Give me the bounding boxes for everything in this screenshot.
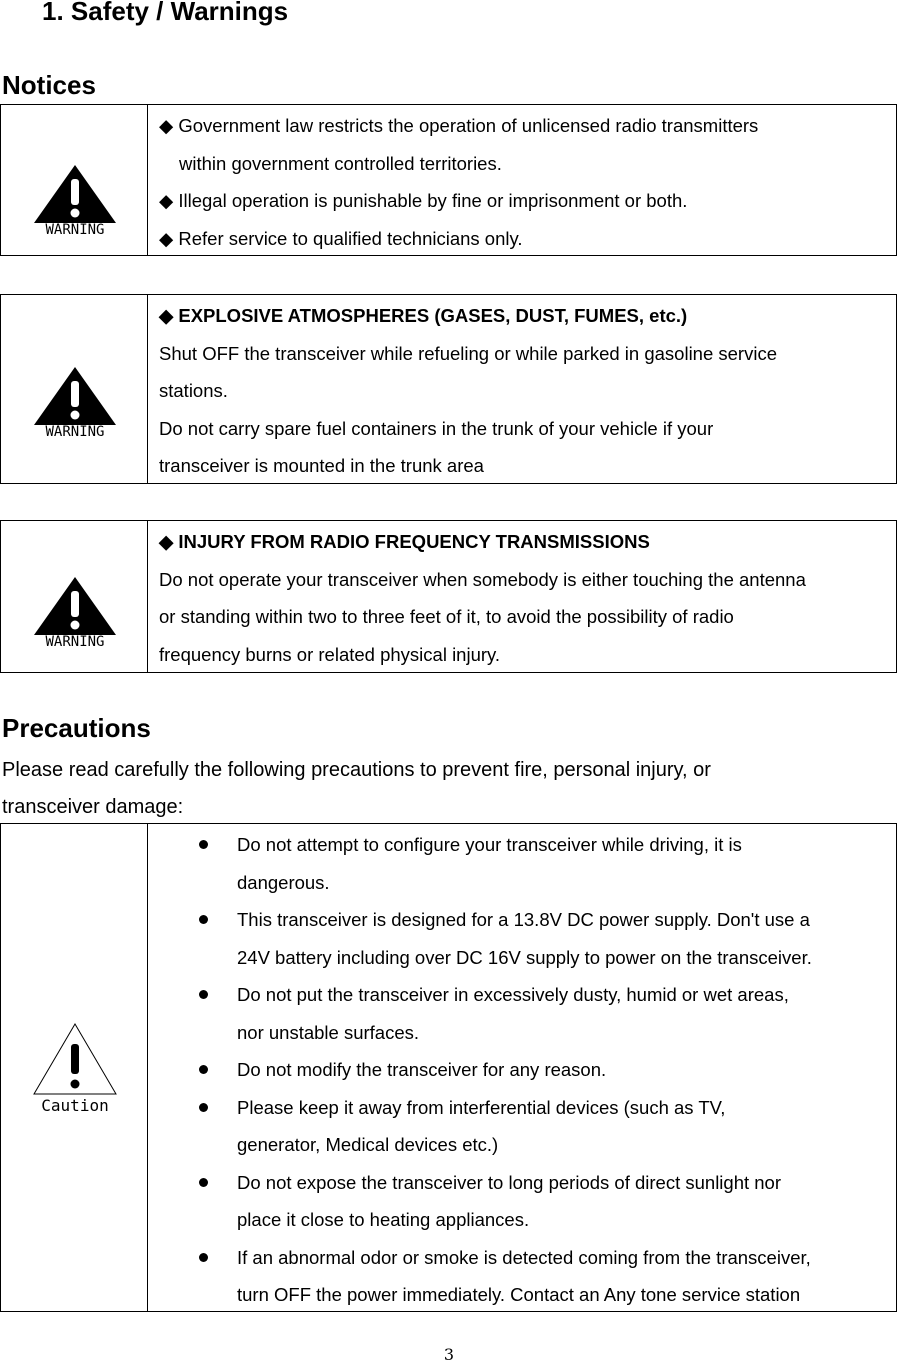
warning-label: WARNING [45,222,105,235]
notice-box-explosive [0,294,897,484]
notice-line: Do not operate your transceiver when somebody is either touching the antenna [159,568,806,590]
warning-icon-cell [1,521,148,672]
warning-icon-cell [1,295,148,483]
notice-line: transceiver is mounted in the trunk area [159,455,484,476]
bullet-icon [199,840,208,849]
notice-line: Do not carry spare fuel containers in the trunk of your vehicle if your [159,417,714,439]
bullet-icon [199,1178,208,1187]
bullet-icon [199,990,208,999]
notice-line: ◆ Refer service to qualified technicians only. [159,227,523,249]
notice-line: ◆ Government law restricts the operation of unlicensed radio transmitters [159,115,759,136]
precaution-item: Please keep it away from interferential devices (such as TV, generator, Medical devices etc.) [199,1089,892,1164]
bullet-icon [199,1065,208,1074]
notice-line: or standing within two to three feet of it, to avoid the possibility of radio [159,606,734,627]
warning-triangle-icon [31,365,119,437]
intro-line: transceiver damage: [2,796,184,818]
precaution-item: Do not modify the transceiver for any reason. [199,1051,892,1089]
section-title: 1. Safety / Warnings [42,0,289,26]
caution-icon-cell [1,824,148,1311]
notice-line: Shut OFF the transceiver while refueling or while parked in gasoline service [159,342,777,364]
precaution-item: Do not expose the transceiver to long periods of direct sunlight nor place it close to heating appliances. [199,1164,892,1239]
notice-title: ◆ EXPLOSIVE ATMOSPHERES (GASES, DUST, FUMES, etc.) [159,305,688,326]
precaution-item: Do not put the transceiver in excessively dusty, humid or wet areas, nor unstable surfaces. [199,976,892,1051]
intro-line: Please read carefully the following precautions to prevent fire, personal injury, or [2,759,711,781]
bullet-icon [199,1253,208,1262]
precautions-heading: Precautions [2,713,151,743]
warning-triangle-icon [31,575,119,647]
precautions-intro [2,752,711,826]
notice-title: ◆ INJURY FROM RADIO FREQUENCY TRANSMISSIONS [159,531,650,552]
caution-triangle-icon [31,1020,119,1116]
notice-line: within government controlled territories. [179,152,502,174]
bullet-icon [199,915,208,924]
notice-box-regulation [0,104,897,256]
notice-line: frequency burns or related physical injury. [159,643,501,665]
page-number: 3 [443,1345,455,1364]
bullet-icon [199,1103,208,1112]
notice-box-rf-injury [0,520,897,673]
precaution-item: This transceiver is designed for a 13.8V DC power supply. Don't use a 24V battery including over DC 16V supply to power on the transceiver. [199,901,892,976]
notices-heading: Notices [2,70,96,100]
warning-triangle-icon [31,163,119,235]
caution-box [0,823,897,1312]
notice-line: stations. [159,380,228,401]
caution-label: Caution [41,1096,109,1115]
precaution-item: Do not attempt to configure your transceiver while driving, it is dangerous. [199,826,892,901]
warning-label: WARNING [45,424,105,437]
precaution-item: If an abnormal odor or smoke is detected coming from the transceiver, turn OFF the power immediately. Contact an Any tone service station [199,1239,892,1314]
warning-icon-cell [1,105,148,255]
warning-label: WARNING [45,634,105,647]
notice-line: ◆ Illegal operation is punishable by fine or imprisonment or both. [159,190,688,211]
